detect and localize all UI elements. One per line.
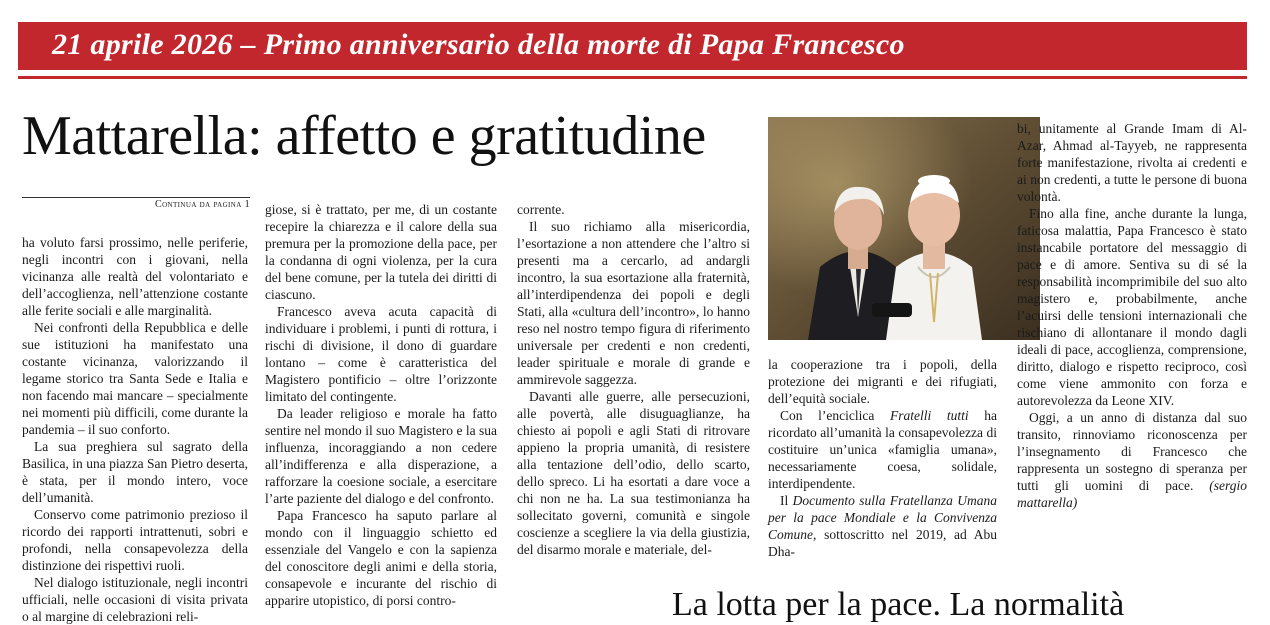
paragraph: Francesco aveva acuta capacità di individuare i problemi, i punti di rottura, i rischi di divisione, il dono di guardare lontano – come è caratteristica del Magistero pontificio – oltre l’orizzonte limitato del contingente. bbox=[265, 304, 497, 404]
paragraph: corrente. bbox=[517, 202, 565, 217]
paragraph: giose, si è trattato, per me, di un costante recepire la chiarezza e il calore della sua premura per la promozione della pace, per la condanna di ogni violenza, per la cura del bene comune, per la tutela dei diritti di ciascuno. bbox=[265, 202, 497, 302]
column-4 bbox=[768, 356, 997, 560]
paragraph: bi, unitamente al Grande Imam di Al-Azar, Ahmad al-Tayyeb, ne rappresenta forte manifestazione, rivolta ai credenti e ai non credenti, a tutte le persone di buona volontà. bbox=[1017, 121, 1247, 204]
paragraph: La sua preghiera sul sagrato della Basilica, in una piazza San Pietro deserta, è stata, per il mondo intero, voce dell’umanità. bbox=[22, 439, 248, 505]
column-5 bbox=[1017, 120, 1247, 511]
next-article-headline: La lotta per la pace. La normalità bbox=[672, 586, 1125, 623]
banner-title: 21 aprile 2026 – Primo anniversario della morte di Papa Francesco bbox=[52, 28, 905, 61]
paragraph: Papa Francesco ha saputo parlare al mondo con il linguaggio schietto ed essenziale del Vangelo e con la sapienza del conoscitore degli animi e della storia, consapevole e incurante del rischio di apparire utopistico, di porsi contro- bbox=[265, 508, 497, 608]
paragraph: Nei confronti della Repubblica e delle sue istituzioni ha manifestato una costante vicinanza, valorizzando il legame storico tra Santa Sede e Italia e non facendo mai mancare – specialmente nei momenti più difficili, come durante la pandemia – il suo conforto. bbox=[22, 320, 248, 437]
paragraph: la cooperazione tra i popoli, della protezione dei migranti e dei rifugiati, dell’equità sociale. bbox=[768, 357, 997, 406]
paragraph: Davanti alle guerre, alle persecuzioni, alle povertà, alle disuguaglianze, ha chiesto ai popoli e agli Stati di ritrovare appieno la propria umanità, di resistere alla tentazione dell’odio, dello scarto, dello spreco. Li ha esortati a dare voce a chi non ne ha. La sua testimonianza ha sollecitato governi, comunità e singole coscienze a scegliere la via della giustizia, del disarmo morale e materiale, del- bbox=[517, 389, 750, 557]
paragraph: Fino alla fine, anche durante la lunga, faticosa malattia, Papa Francesco è stato instancabile portatore del messaggio di pace e di amore. Sentiva su di sé la responsabilità incomprimibile del suo alto magistero e, probabilmente, anche l’acuirsi delle tensioni internazionali che rischiano di allontanare il mondo dagli ideali di pace, accoglienza, comprensione, diritto, dialogo e rispetto reciproco, così come viene ammonito con forza e autorevolezza da Leone XIV. bbox=[1017, 206, 1247, 408]
paragraph: Da leader religioso e morale ha fatto sentire nel mondo il suo Magistero e la sua influenza, incoraggiando a non cedere all’indifferenza e alla disperazione, a rafforzare la coesione sociale, a esercitare l’arte paziente del dialogo e del confronto. bbox=[265, 406, 497, 506]
column-1 bbox=[22, 234, 248, 625]
paragraph: Il suo richiamo alla misericordia, l’esortazione a non attendere che l’altro si presenti ma a cercarlo, ad andargli incontro, la sua esortazione alla fraternità, all’interdipendenza dei popoli e degli Stati, alla «cultura dell’incontro», lo hanno reso nel nostro tempo figura di riferimento universale per credenti e non credenti, leader spirituale e morale di grande e ammirevole saggezza. bbox=[517, 219, 750, 387]
paragraph: Oggi, a un anno di distanza dal suo transito, rinnoviamo riconoscenza per l’insegnamento di Francesco che rappresenta un sostegno di speranza per tutti gli uomini di pace. (sergio mattarella) bbox=[1017, 410, 1247, 510]
column-2 bbox=[265, 201, 497, 609]
paragraph: Con l’enciclica Fratelli tutti ha ricordato all’umanità la consapevolezza di costituire un’unica «famiglia umana», necessariamente coesa, solidale, interdipendente. bbox=[768, 408, 997, 491]
paragraph: ha voluto farsi prossimo, nelle periferie, negli incontri con i giovani, nella vicinanza alle realtà del volontariato e dell’accoglienza, nell’attenzione costante alle ferite sociali e alle marginalità. bbox=[22, 235, 248, 318]
paragraph: Conservo come patrimonio prezioso il ricordo dei rapporti intrattenuti, sobri e profondi, nella consapevolezza della distinzione dei rispettivi ruoli. bbox=[22, 507, 248, 573]
paragraph: Il Documento sulla Fratellanza Umana per la pace Mondiale e la Convivenza Comune, sottoscritto nel 2019, ad Abu Dha- bbox=[768, 493, 997, 559]
header-banner bbox=[18, 22, 1247, 70]
article-photo bbox=[768, 117, 1040, 340]
encyclical-title: Fratelli tutti bbox=[889, 408, 969, 423]
column-3 bbox=[517, 201, 750, 558]
paragraph: Nel dialogo istituzionale, negli incontri ufficiali, nelle occasioni di visita privata o al margine di celebrazioni reli- bbox=[22, 575, 248, 624]
photo-illustration bbox=[768, 117, 1040, 340]
article-headline: Mattarella: affetto e gratitudine bbox=[22, 105, 706, 167]
banner-rule bbox=[18, 76, 1247, 79]
document-title: Documento sulla Fratellanza Umana per la pace Mondiale e la Convivenza Comune bbox=[768, 493, 997, 542]
continued-from-label: Continua da pagina 1 bbox=[22, 197, 250, 210]
author-signature: (sergio mattarella) bbox=[1017, 478, 1247, 510]
